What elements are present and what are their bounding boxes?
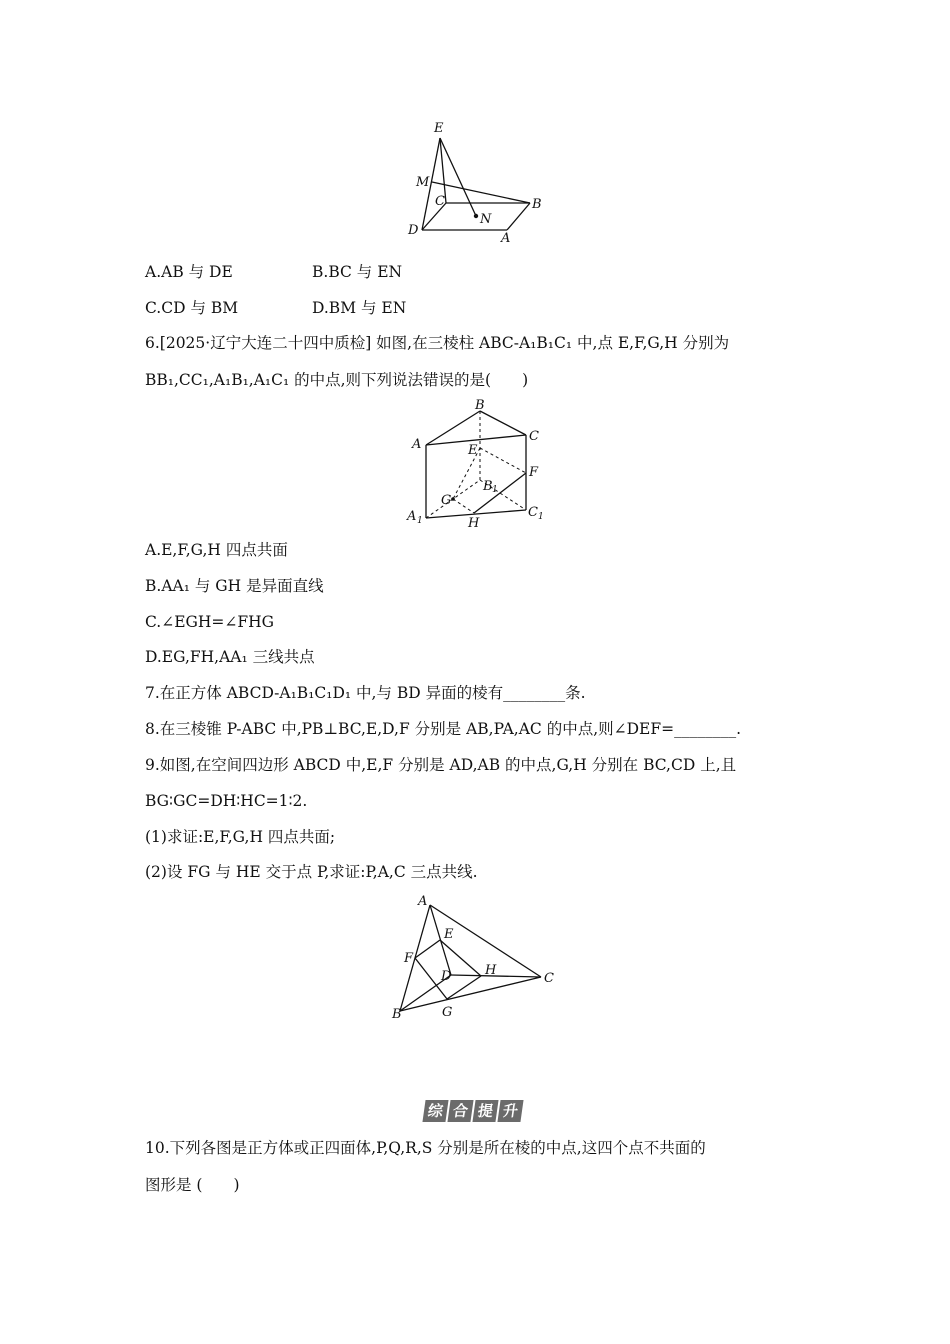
banner-char: 合	[447, 1100, 473, 1122]
banner-char: 综	[422, 1100, 448, 1122]
label-G: G	[441, 493, 452, 508]
q6-figure	[404, 398, 554, 528]
edge-BC	[400, 977, 541, 1011]
label-E: E	[444, 927, 454, 942]
label-H: H	[485, 963, 497, 978]
q6-option-c[interactable]: C.∠EGH=∠FHG	[145, 613, 275, 631]
edge-AB	[507, 203, 530, 230]
edge-FH	[474, 473, 526, 513]
q5-option-c[interactable]: C.CD 与 BM	[145, 299, 239, 317]
label-F: F	[529, 465, 539, 480]
banner-char: 升	[497, 1100, 523, 1122]
q9-stem-line1: 9.如图,在空间四边形 ABCD 中,E,F 分别是 AD,AB 的中点,G,H 分别在 BC,CD 上,且	[145, 756, 737, 774]
label-C: C	[529, 429, 539, 444]
banner-char: 提	[472, 1100, 498, 1122]
q7-text: 7.在正方体 ABCD-A₁B₁C₁D₁ 中,与 BD 异面的棱有________条.	[145, 684, 586, 702]
label-M: M	[416, 175, 430, 190]
label-C: C	[544, 971, 554, 986]
label-N: N	[480, 212, 492, 227]
label-G: G	[442, 1005, 453, 1020]
label-B1-sub: 1	[492, 485, 498, 495]
label-C: C	[435, 194, 445, 209]
edge-BC	[480, 411, 526, 435]
edge-GH	[453, 499, 474, 513]
q5-option-a[interactable]: A.AB 与 DE	[145, 263, 233, 281]
label-B: B	[532, 197, 542, 212]
label-E: E	[434, 121, 444, 136]
point-N	[474, 214, 478, 218]
label-B: B	[475, 398, 485, 413]
label-A: A	[412, 437, 422, 452]
q5-option-d[interactable]: D.BM 与 EN	[312, 299, 407, 317]
q9-part2: (2)设 FG 与 HE 交于点 P,求证:P,A,C 三点共线.	[145, 863, 478, 881]
edge-EF	[480, 448, 526, 473]
label-D: D	[441, 969, 452, 984]
q5-figure	[400, 118, 550, 246]
q5-option-b[interactable]: B.BC 与 EN	[312, 263, 403, 281]
q9-stem-line2: BG∶GC=DH∶HC=1∶2.	[145, 792, 308, 810]
q8-text: 8.在三棱锥 P-ABC 中,PB⊥BC,E,D,F 分别是 AB,PA,AC 的中点,则∠DEF=________.	[145, 720, 742, 738]
label-A1-sub: 1	[417, 516, 423, 526]
q6-stem-line1: 6.[2025·辽宁大连二十四中质检] 如图,在三棱柱 ABC-A₁B₁C₁ 中,点 E,F,G,H 分别为	[145, 334, 730, 352]
label-A: A	[418, 894, 428, 909]
q9-figure	[386, 890, 566, 1025]
label-F: F	[404, 951, 414, 966]
label-D: D	[408, 223, 419, 238]
edge-MB	[432, 182, 530, 203]
q10-stem-line1: 10.下列各图是正方体或正四面体,P,Q,R,S 分别是所在棱的中点,这四个点不共面的	[145, 1139, 706, 1157]
label-C1-sub: 1	[538, 512, 544, 522]
point-G	[451, 497, 455, 501]
label-B: B	[392, 1007, 402, 1022]
q10-stem-line2: 图形是 ( )	[145, 1176, 240, 1194]
q6-option-a[interactable]: A.E,F,G,H 四点共面	[145, 541, 288, 559]
label-A: A	[501, 231, 511, 246]
label-C1: C	[528, 505, 538, 520]
q9-part1: (1)求证:E,F,G,H 四点共面;	[145, 828, 336, 846]
label-A1: A	[407, 509, 417, 524]
label-E: E	[468, 443, 478, 458]
label-B1: B	[483, 479, 493, 494]
q6-stem-line2: BB₁,CC₁,A₁B₁,A₁C₁ 的中点,则下列说法错误的是( )	[145, 371, 529, 389]
q6-option-d[interactable]: D.EG,FH,AA₁ 三线共点	[145, 648, 315, 666]
label-H: H	[468, 516, 480, 528]
section-banner	[424, 1100, 522, 1122]
q6-option-b[interactable]: B.AA₁ 与 GH 是异面直线	[145, 577, 324, 595]
